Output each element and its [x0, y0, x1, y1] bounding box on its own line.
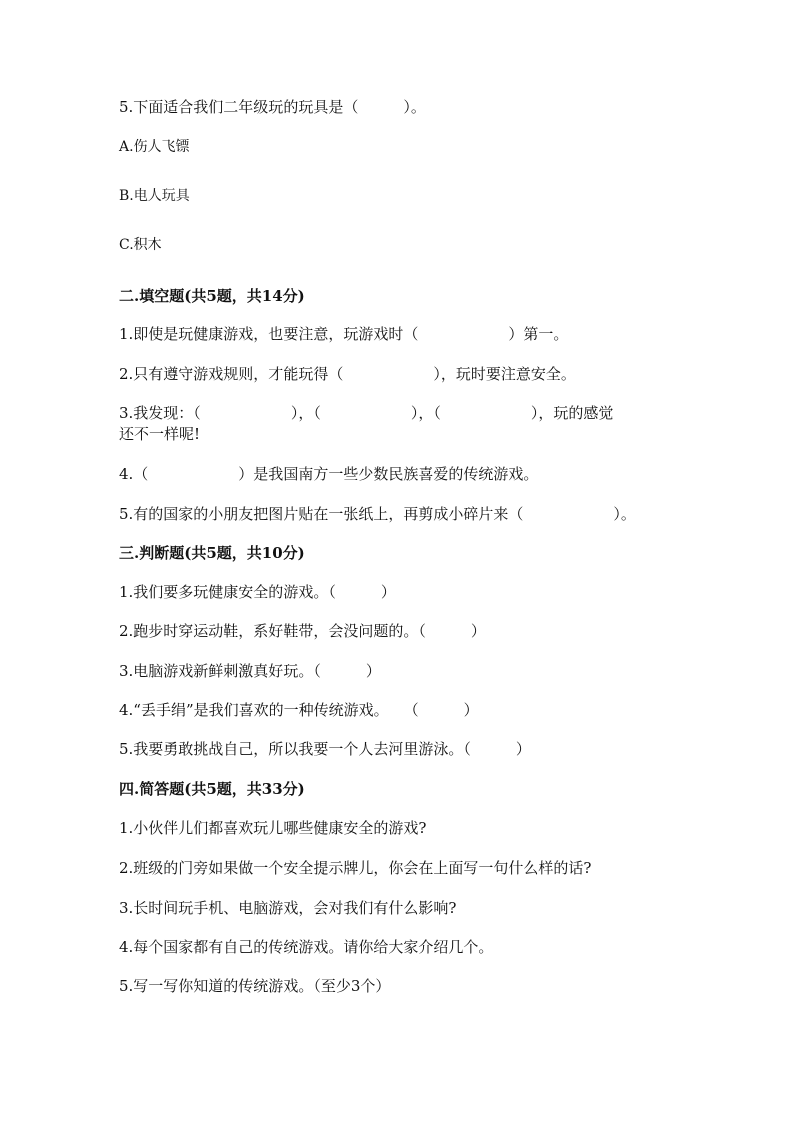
- section-heading-short-answer: 四.简答题(共5题，共33分): [119, 780, 305, 798]
- fill-blank-item: 2.只有遵守游戏规则，才能玩得（ ），玩时要注意安全。: [119, 365, 576, 383]
- short-answer-item: 4.每个国家都有自己的传统游戏。请你给大家介绍几个。: [119, 938, 494, 956]
- true-false-item: 1.我们要多玩健康安全的游戏。（ ）: [119, 583, 396, 601]
- option-b: B.电人玩具: [119, 188, 190, 204]
- question-text: 5.下面适合我们二年级玩的玩具是（ ）。: [119, 98, 426, 116]
- true-false-item: 2.跑步时穿运动鞋，系好鞋带，会没问题的。（ ）: [119, 622, 486, 640]
- fill-blank-item: 5.有的国家的小朋友把图片贴在一张纸上，再剪成小碎片来（ ）。: [119, 505, 636, 523]
- fill-blank-item: 3.我发现：（ ），（ ），（ ），玩的感觉: [119, 404, 614, 422]
- fill-blank-item-continued: 还不一样呢!: [119, 425, 201, 443]
- true-false-item: 5.我要勇敢挑战自己，所以我要一个人去河里游泳。（ ）: [119, 740, 531, 758]
- fill-blank-item: 1.即使是玩健康游戏，也要注意，玩游戏时（ ）第一。: [119, 325, 569, 343]
- section-heading-true-false: 三.判断题(共5题，共10分): [119, 544, 305, 562]
- short-answer-item: 3.长时间玩手机、电脑游戏，会对我们有什么影响?: [119, 899, 457, 917]
- option-a: A.伤人飞镖: [119, 139, 190, 155]
- true-false-item: 3.电脑游戏新鲜刺激真好玩。（ ）: [119, 662, 381, 680]
- true-false-item: 4.“丢手绢”是我们喜欢的一种传统游戏。 （ ）: [119, 701, 479, 719]
- short-answer-item: 5.写一写你知道的传统游戏。（至少3个）: [119, 977, 391, 995]
- section-heading-fill-blank: 二.填空题(共5题，共14分): [119, 287, 305, 305]
- option-c: C.积木: [119, 237, 162, 253]
- short-answer-item: 1.小伙伴儿们都喜欢玩儿哪些健康安全的游戏?: [119, 819, 427, 837]
- fill-blank-item: 4.（ ）是我国南方一些少数民族喜爱的传统游戏。: [119, 465, 539, 483]
- short-answer-item: 2.班级的门旁如果做一个安全提示牌儿，你会在上面写一句什么样的话?: [119, 859, 592, 877]
